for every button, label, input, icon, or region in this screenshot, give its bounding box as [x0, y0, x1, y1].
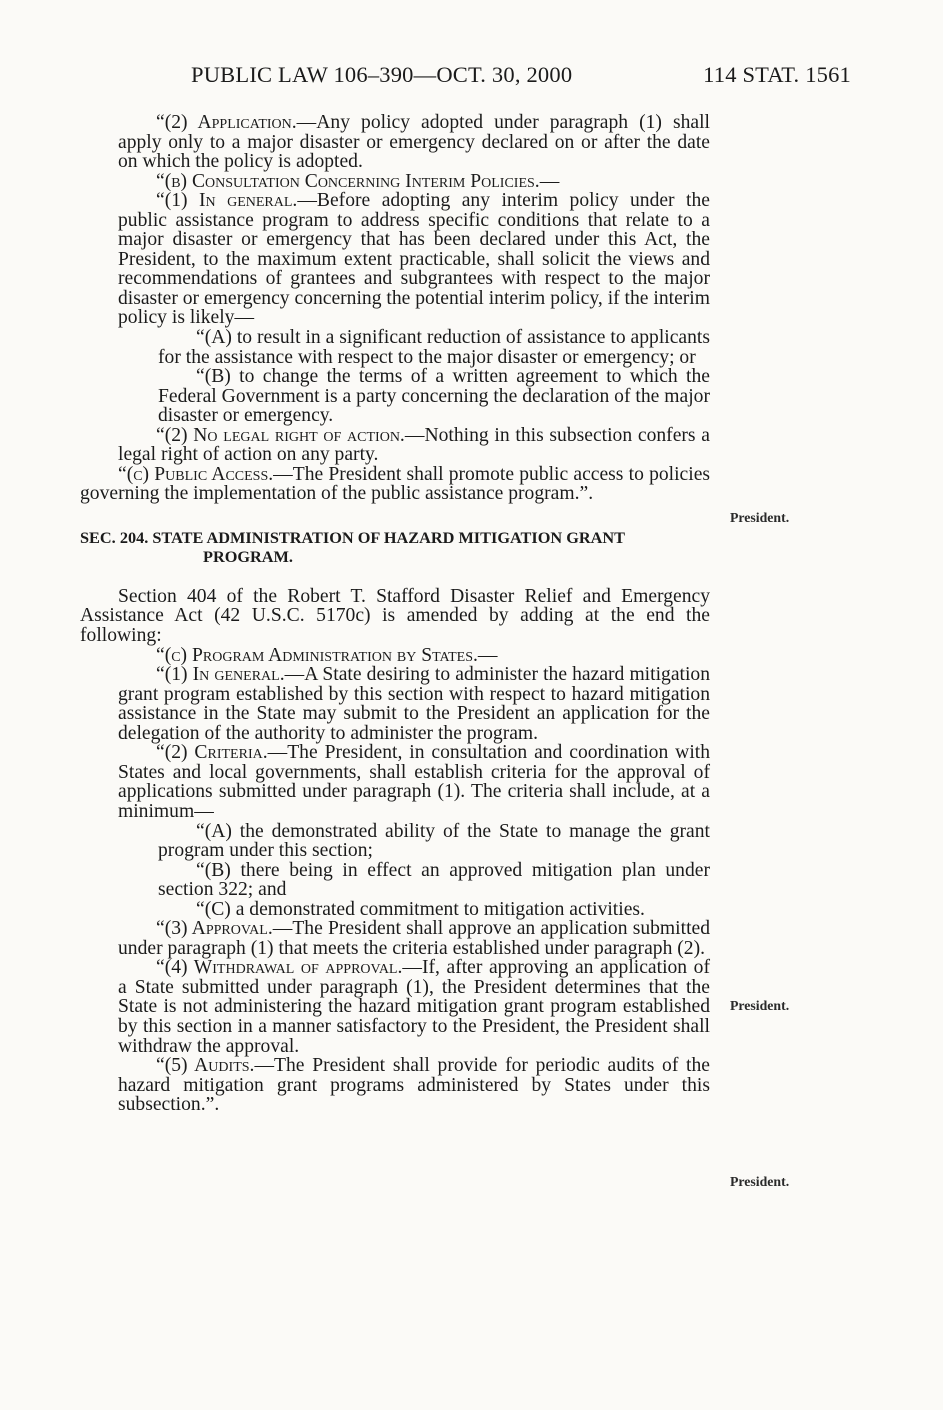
paragraph-program-admin — [118, 646, 710, 666]
section-heading: SEC. 204. STATE ADMINISTRATION OF HAZARD MITIGATION GRANT PROGRAM. — [80, 527, 625, 566]
paragraph-consultation — [118, 172, 710, 192]
paragraph-in-general-c1 — [118, 665, 710, 743]
heading-criteria: “(2) Criteria. — [156, 742, 268, 764]
paragraph-criteria-b: “(B) there being in effect an approved mitigation plan under section 322; and — [158, 859, 710, 901]
paragraph-criteria — [118, 743, 710, 821]
text-public-access: —The President shall promote public access to policies governing the implementation of the public assistance program.”. — [80, 463, 711, 505]
text-body — [80, 113, 710, 1115]
heading-program-admin: “(c) Program Administration by States.— — [156, 644, 498, 666]
text-in-general-b1: —Before adopting any interim policy under the public assistance program to address specific conditions that relate to a major disaster or emergency that has been declared under this Act, the President, to the maximum extent practicable, shall solicit the views and recommendations of grantees and subgrantees with respect to the major disaster or emergency concerning the potential interim policy, if the interim policy is likely— — [118, 190, 710, 329]
text-criteria: —The President, in consultation and coordination with States and local governments, shall establish criteria for the approval of applications submitted under paragraph (1). The criteria shall include, at a minimum— — [118, 742, 710, 822]
heading-approval: “(3) Approval. — [156, 918, 273, 940]
text-approval: —The President shall approve an application submitted under paragraph (1) that meets the criteria established under paragraph (2). — [118, 918, 711, 959]
margin-note-public-access: President. — [730, 510, 790, 525]
margin-note-audits: President. — [730, 1174, 790, 1189]
heading-in-general-c1: “(1) In general. — [156, 664, 285, 686]
heading-application: “(2) Application. — [156, 112, 297, 133]
paragraph-b1-a: “(A) to result in a significant reduction of assistance to applicants for the assistance with respect to the major disaster or emergency; or — [158, 327, 710, 368]
paragraph-application — [118, 113, 710, 172]
heading-consultation: “(b) Consultation Concerning Interim Policies.— — [156, 170, 560, 192]
heading-withdrawal: “(4) Withdrawal of approval. — [156, 957, 403, 979]
paragraph-in-general-b1 — [118, 191, 710, 328]
heading-public-access: “(c) Public Access. — [118, 463, 274, 485]
margin-note-approval: President. — [730, 998, 790, 1013]
heading-in-general-b1: “(1) In general. — [156, 190, 298, 212]
stat-citation: 114 STAT. 1561 — [703, 62, 851, 87]
paragraph-b1-b: “(B) to change the terms of a written agreement to which the Federal Government is a party concerning the declaration of the major disaster or emergency. — [158, 366, 710, 427]
paragraph-public-access — [80, 465, 710, 504]
paragraph-criteria-a: “(A) the demonstrated ability of the State to manage the grant program under this section; — [158, 820, 710, 862]
text-application: —Any policy adopted under paragraph (1) shall apply only to a major disaster or emergency declared on or after the date on which the policy is adopted. — [118, 112, 710, 173]
paragraph-section-404: Section 404 of the Robert T. Stafford Disaster Relief and Emergency Assistance Act (42 U.S.C. 5170c) is amended by adding at the end the following: — [80, 585, 710, 647]
paragraph-no-legal-right — [118, 426, 710, 465]
paragraph-withdrawal — [118, 958, 710, 1056]
text-in-general-c1: —A State desiring to administer the hazard mitigation grant program established by this section with respect to hazard mitigation assistance in the State may submit to the President an application for the delegation of the authority to administer the program. — [118, 664, 710, 744]
paragraph-criteria-c: “(C) a demonstrated commitment to mitigation activities. — [196, 898, 645, 920]
heading-audits: “(5) Audits. — [156, 1055, 255, 1077]
text-no-legal-right: —Nothing in this subsection confers a legal right of action on any party. — [118, 424, 710, 466]
heading-no-legal-right: “(2) No legal right of action. — [156, 424, 405, 446]
paragraph-approval — [118, 919, 710, 958]
text-withdrawal: —If, after approving an application of a State submitted under paragraph (1), the President determines that the State is not administering the hazard mitigation grant program established by this section in a manner satisfactory to the President, the President shall withdraw the approval. — [118, 957, 710, 1057]
paragraph-audits — [118, 1056, 710, 1115]
text-audits: —The President shall provide for periodic audits of the hazard mitigation grant programs administered by States under this subsection.”. — [118, 1055, 710, 1116]
running-head: PUBLIC LAW 106–390—OCT. 30, 2000 — [191, 62, 573, 87]
page-header — [0, 62, 943, 96]
